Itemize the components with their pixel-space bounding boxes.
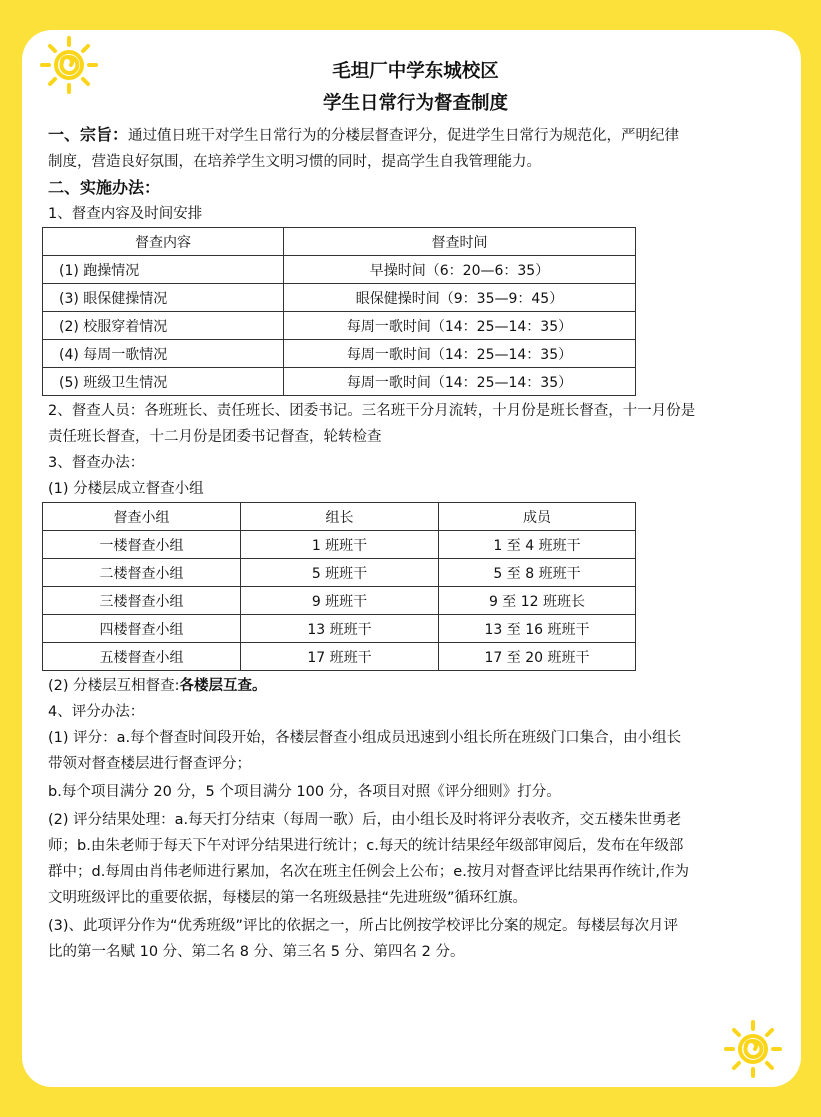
inspection-schedule-table <box>42 227 636 396</box>
table-cell: 二楼督查小组 <box>43 559 241 587</box>
scoring-paragraph-3 <box>48 913 783 965</box>
table-cell: (4) 每周一歌情况 <box>43 340 284 368</box>
table-row <box>43 587 636 615</box>
scoring-p2-b: 师；b.由朱老师于每天下午对评分结果进行统计；c.每天的统计结果经年级部审阅后，发布在年级部 <box>48 838 684 854</box>
item3-sub2 <box>48 673 783 699</box>
table-row <box>43 531 636 559</box>
table-header-row <box>43 503 636 531</box>
table-header-cell: 督查内容 <box>43 228 284 256</box>
table-cell: (3) 眼保健操情况 <box>43 284 284 312</box>
table-cell: (5) 班级卫生情况 <box>43 368 284 396</box>
table-row <box>43 256 636 284</box>
scoring-p1-c: b.每个项目满分 20 分，5 个项目满分 100 分，各项目对照《评分细则》打分。 <box>48 784 561 800</box>
table-row <box>43 368 636 396</box>
item3-sub2-emphasis: 各楼层互查。 <box>179 678 267 694</box>
table-row <box>43 340 636 368</box>
section-purpose-text-a: 通过值日班干对学生日常行为的分楼层督查评分，促进学生日常行为规范化，严明纪律 <box>128 128 680 144</box>
scoring-p2-d: 文明班级评比的重要依据，每楼层的第一名班级悬挂“先进班级”循环红旗。 <box>48 890 528 906</box>
table-cell: 13 至 16 班班干 <box>439 615 636 643</box>
table-header-cell: 组长 <box>241 503 439 531</box>
table-cell: 每周一歌时间（14：25—14：35） <box>284 340 636 368</box>
section-purpose-heading: 一、宗旨： <box>48 125 129 144</box>
scoring-paragraph-1 <box>48 725 783 777</box>
table-cell: 1 至 4 班班干 <box>439 531 636 559</box>
school-name-title: 毛坦厂中学东城校区 <box>332 61 499 82</box>
section-purpose-text-b: 制度，营造良好氛围，在培养学生文明习惯的同时，提高学生自我管理能力。 <box>48 154 541 170</box>
table-cell: 1 班班干 <box>241 531 439 559</box>
table-cell: 四楼督查小组 <box>43 615 241 643</box>
table-cell: (2) 校服穿着情况 <box>43 312 284 340</box>
table-header-cell: 督查小组 <box>43 503 241 531</box>
table-header-cell: 督查时间 <box>284 228 636 256</box>
item2-personnel <box>48 398 783 450</box>
scoring-p1-a: (1) 评分：a.每个督查时间段开始，各楼层督查小组成员迅速到小组长所在班级门口集合，由小组长 <box>48 730 682 746</box>
item3-title: 3、督查办法： <box>48 455 145 471</box>
section-implementation-heading: 二、实施办法： <box>48 178 161 197</box>
sun-icon <box>724 1020 782 1078</box>
table-cell: 眼保健操时间（9：35—9：45） <box>284 284 636 312</box>
table-cell: 5 至 8 班班干 <box>439 559 636 587</box>
section-purpose <box>48 122 783 175</box>
table-cell: 17 至 20 班班干 <box>439 643 636 671</box>
table-cell: 每周一歌时间（14：25—14：35） <box>284 312 636 340</box>
table-row <box>43 643 636 671</box>
item4-title: 4、评分办法： <box>48 704 145 720</box>
table-cell: 五楼督查小组 <box>43 643 241 671</box>
table-cell: 早操时间（6：20—6：35） <box>284 256 636 284</box>
scoring-p1-b: 带领对督查楼层进行督查评分； <box>48 756 251 772</box>
document-content <box>48 56 783 965</box>
scoring-p3-b: 比的第一名赋 10 分、第二名 8 分、第三名 5 分、第四名 2 分。 <box>48 944 465 960</box>
table-cell: 一楼督查小组 <box>43 531 241 559</box>
inspection-groups-table <box>42 502 636 671</box>
table-row <box>43 312 636 340</box>
table-cell: 9 至 12 班班长 <box>439 587 636 615</box>
item3-sub2-label: (2) 分楼层互相督查: <box>48 678 180 694</box>
item2-text-b: 责任班长督查，十二月份是团委书记督查，轮转检查 <box>48 429 382 445</box>
table-row <box>43 559 636 587</box>
document-title: 学生日常行为督查制度 <box>322 93 508 114</box>
table-cell: 17 班班干 <box>241 643 439 671</box>
table-cell: 三楼督查小组 <box>43 587 241 615</box>
item1-title: 1、督查内容及时间安排 <box>48 206 203 222</box>
scoring-p2-a: (2) 评分结果处理：a.每天打分结束（每周一歌）后，由小组长及时将评分表收齐，交五楼朱世勇老 <box>48 812 682 828</box>
table-row <box>43 284 636 312</box>
item3-sub1: (1) 分楼层成立督查小组 <box>48 481 204 497</box>
scoring-p3-a: (3)、此项评分作为“优秀班级”评比的依据之一，所占比例按学校评比分案的规定。每楼层每次月评 <box>48 918 679 934</box>
scoring-paragraph-2 <box>48 807 783 911</box>
item2-text-a: 2、督查人员：各班班长、责任班长、团委书记。三名班干分月流转，十月份是班长督查，十一月份是 <box>48 403 696 419</box>
table-header-row <box>43 228 636 256</box>
table-cell: (1) 跑操情况 <box>43 256 284 284</box>
table-cell: 13 班班干 <box>241 615 439 643</box>
table-cell: 每周一歌时间（14：25—14：35） <box>284 368 636 396</box>
scoring-p2-c: 群中；d.每周由肖伟老师进行累加，名次在班主任例会上公布；e.按月对督查评比结果再作统计,作为 <box>48 864 689 880</box>
table-cell: 5 班班干 <box>241 559 439 587</box>
table-row <box>43 615 636 643</box>
table-header-cell: 成员 <box>439 503 636 531</box>
table-cell: 9 班班干 <box>241 587 439 615</box>
